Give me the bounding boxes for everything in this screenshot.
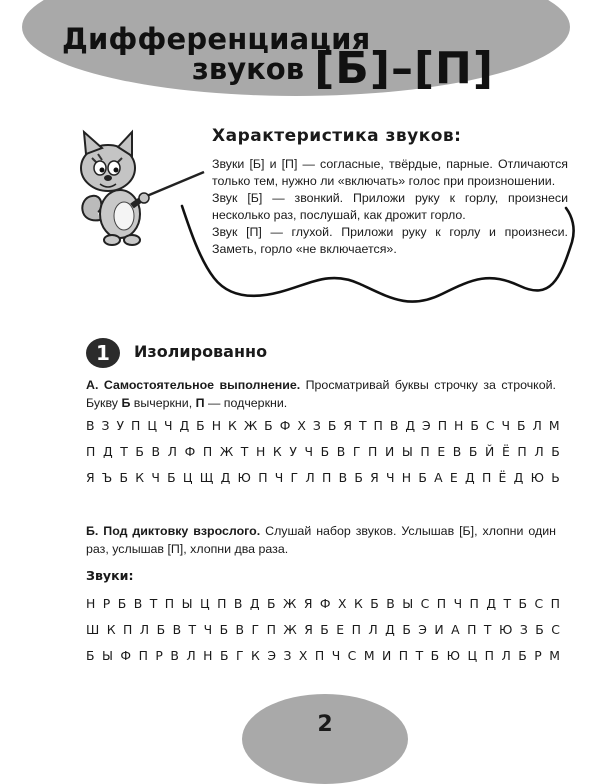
letter: Б bbox=[219, 622, 229, 637]
letter: С bbox=[420, 596, 430, 611]
letter: Б bbox=[156, 622, 166, 637]
letter: Б bbox=[119, 470, 128, 485]
letter: Н bbox=[454, 418, 464, 433]
letter: В bbox=[170, 648, 179, 663]
task-a-text-1: Просматривай буквы строчку за строчкой. Букву bbox=[86, 378, 557, 410]
letter: А bbox=[451, 622, 460, 637]
letter: Т bbox=[483, 622, 492, 637]
letter: П bbox=[373, 418, 383, 433]
letter: П bbox=[351, 622, 361, 637]
letter: Б bbox=[117, 596, 127, 611]
letter: Б bbox=[551, 444, 560, 459]
letter: Ф bbox=[319, 596, 331, 611]
letter: В bbox=[386, 596, 395, 611]
letter: Х bbox=[297, 418, 306, 433]
letter: Б bbox=[402, 622, 411, 637]
letter: Д bbox=[102, 444, 113, 459]
task-a-letter-row-2 bbox=[86, 444, 560, 459]
letter: П bbox=[368, 444, 378, 459]
letter: М bbox=[363, 648, 375, 663]
letter: Д bbox=[486, 596, 497, 611]
letter: П bbox=[398, 648, 409, 663]
letter: Ы bbox=[102, 648, 113, 663]
task-a-letter-row-1 bbox=[86, 418, 560, 433]
letter: Ц bbox=[182, 470, 193, 485]
page-number-badge bbox=[242, 694, 408, 784]
letter: Я bbox=[303, 596, 313, 611]
letter: Х bbox=[298, 648, 308, 663]
task-a-instructions bbox=[86, 376, 556, 412]
letter: Е bbox=[449, 470, 458, 485]
letter: Б bbox=[517, 418, 526, 433]
letter: У bbox=[116, 418, 125, 433]
letter: Г bbox=[235, 648, 244, 663]
cat-tail bbox=[82, 196, 101, 221]
letter: П bbox=[484, 648, 494, 663]
letter: Б bbox=[518, 648, 527, 663]
letter: П bbox=[517, 444, 527, 459]
letter: Е bbox=[336, 622, 345, 637]
letter: Ч bbox=[304, 444, 313, 459]
letter: П bbox=[437, 418, 448, 433]
letter: Б bbox=[219, 648, 229, 663]
letter: Л bbox=[534, 444, 544, 459]
letter: Щ bbox=[199, 470, 214, 485]
letter: Б bbox=[264, 418, 273, 433]
task-b-text: Слушай набор звуков. Услышав [Б], хлопни один раз, услышав [П], хлопни два раза. bbox=[86, 524, 556, 556]
letter: Ю bbox=[446, 648, 461, 663]
letter: Н bbox=[203, 648, 213, 663]
letter: К bbox=[354, 596, 363, 611]
task-b-letter-row-2 bbox=[86, 622, 560, 637]
task-a-lead: А. Самостоятельное выполнение. bbox=[86, 378, 301, 392]
letter: И bbox=[434, 622, 444, 637]
letter: Л bbox=[501, 648, 511, 663]
letter: Ц bbox=[147, 418, 157, 433]
letter: П bbox=[469, 596, 479, 611]
letter: П bbox=[217, 596, 227, 611]
letter: Д bbox=[179, 418, 190, 433]
letter: Ф bbox=[184, 444, 196, 459]
letter: Ю bbox=[498, 622, 513, 637]
letter: Б bbox=[430, 648, 440, 663]
letter: П bbox=[314, 648, 325, 663]
letter: Ч bbox=[151, 470, 160, 485]
letter: Д bbox=[220, 470, 231, 485]
letter: З bbox=[312, 418, 321, 433]
letter: Э bbox=[267, 648, 276, 663]
letter: Б bbox=[418, 470, 427, 485]
letter: Б bbox=[320, 622, 329, 637]
title-word-sounds: звуков bbox=[192, 52, 305, 86]
letter: К bbox=[228, 418, 237, 433]
letter: В bbox=[151, 444, 161, 459]
letter: Л bbox=[305, 470, 315, 485]
letter: Л bbox=[532, 418, 542, 433]
letter: И bbox=[384, 444, 395, 459]
letter: Д bbox=[249, 596, 260, 611]
letter: Г bbox=[352, 444, 361, 459]
letter: Й bbox=[485, 444, 495, 459]
letter: Ф bbox=[279, 418, 291, 433]
letter: П bbox=[202, 444, 213, 459]
letter: В bbox=[172, 622, 182, 637]
letter: Б bbox=[518, 596, 528, 611]
task-a-letter-p: П bbox=[195, 396, 205, 410]
task-a-letter-b: Б bbox=[121, 396, 131, 410]
letter: К bbox=[106, 622, 116, 637]
letter: С bbox=[551, 622, 560, 637]
letter: Ч bbox=[331, 648, 341, 663]
letter: Ы bbox=[181, 596, 193, 611]
letter: Т bbox=[240, 444, 249, 459]
letter: Ж bbox=[243, 418, 258, 433]
section-number-badge: 1 bbox=[86, 338, 120, 368]
letter: В bbox=[338, 470, 348, 485]
letter: Я bbox=[304, 622, 313, 637]
letter: М bbox=[548, 418, 560, 433]
letter: Ю bbox=[530, 470, 544, 485]
letter: М bbox=[549, 648, 560, 663]
letter: Б bbox=[267, 596, 276, 611]
letter: П bbox=[164, 596, 175, 611]
letter: Р bbox=[102, 596, 111, 611]
letter: Ы bbox=[401, 444, 413, 459]
letter: Ы bbox=[402, 596, 414, 611]
task-b-letter-row-3 bbox=[86, 648, 560, 663]
letter: Л bbox=[139, 622, 150, 637]
letter: Ц bbox=[199, 596, 210, 611]
section-title: Изолированно bbox=[134, 342, 268, 361]
letter: Ч bbox=[453, 596, 463, 611]
letter: Т bbox=[188, 622, 197, 637]
letter: З bbox=[101, 418, 110, 433]
letter: Л bbox=[167, 444, 177, 459]
letter: Х bbox=[338, 596, 347, 611]
task-b-letter-row-1 bbox=[86, 596, 560, 611]
title-line-1: Дифференциация bbox=[62, 22, 371, 56]
letter: Р bbox=[155, 648, 163, 663]
letter: Г bbox=[251, 622, 260, 637]
letter: С bbox=[347, 648, 357, 663]
letter: Ж bbox=[219, 444, 234, 459]
letter: Я bbox=[370, 470, 379, 485]
letter: Ё bbox=[501, 444, 510, 459]
letter: Ч bbox=[501, 418, 511, 433]
characteristics-text-3: Звук [П] — глухой. Приложи руку к горлу и произнеси. Заметь, горло «не включается». bbox=[212, 225, 568, 256]
letter: К bbox=[135, 470, 145, 485]
letter: И bbox=[382, 648, 392, 663]
letter: Т bbox=[415, 648, 424, 663]
letter: П bbox=[138, 648, 148, 663]
task-b-instructions bbox=[86, 522, 556, 558]
letter: Б bbox=[354, 470, 363, 485]
letter: В bbox=[336, 444, 346, 459]
letter: Я bbox=[86, 470, 95, 485]
letter: Н bbox=[211, 418, 222, 433]
letter: К bbox=[272, 444, 282, 459]
letter: Ж bbox=[283, 622, 297, 637]
letter: П bbox=[436, 596, 447, 611]
page-title bbox=[62, 22, 522, 94]
letter: П bbox=[131, 418, 141, 433]
letter: П bbox=[420, 444, 430, 459]
task-b-lead: Б. Под диктовку взрослого. bbox=[86, 524, 261, 538]
letter: Ч bbox=[386, 470, 395, 485]
letter: Г bbox=[290, 470, 299, 485]
letter: Ц bbox=[467, 648, 478, 663]
letter: В bbox=[452, 444, 462, 459]
characteristics-heading: Характеристика звуков: bbox=[212, 126, 462, 146]
task-a-text-3: — подчеркни. bbox=[204, 396, 288, 410]
letter: Т bbox=[149, 596, 158, 611]
letter: Ю bbox=[237, 470, 251, 485]
letter: Б bbox=[535, 622, 544, 637]
letter: Д bbox=[385, 622, 395, 637]
letter: З bbox=[283, 648, 292, 663]
letter: Ъ bbox=[101, 470, 113, 485]
sounds-label: Звуки: bbox=[86, 568, 134, 583]
letter: П bbox=[481, 470, 492, 485]
title-sounds: [Б]–[П] bbox=[314, 43, 494, 94]
letter: С bbox=[485, 418, 495, 433]
letter: Л bbox=[186, 648, 196, 663]
letter: П bbox=[258, 470, 268, 485]
letter: Б bbox=[196, 418, 205, 433]
letter: В bbox=[233, 596, 243, 611]
letter: С bbox=[534, 596, 544, 611]
letter: Б bbox=[468, 444, 478, 459]
letter: Ч bbox=[274, 470, 284, 485]
task-a-letter-row-3 bbox=[86, 470, 560, 485]
letter: А bbox=[434, 470, 443, 485]
letter: Ч bbox=[203, 622, 213, 637]
letter: Б bbox=[327, 418, 337, 433]
letter: П bbox=[86, 444, 96, 459]
letter: В bbox=[86, 418, 95, 433]
letter: Б bbox=[135, 444, 144, 459]
letter: У bbox=[289, 444, 297, 459]
letter: Ж bbox=[282, 596, 297, 611]
letter: Э bbox=[418, 622, 427, 637]
letter: Д bbox=[405, 418, 416, 433]
letter: Ч bbox=[163, 418, 173, 433]
letter: В bbox=[133, 596, 143, 611]
letter: Б bbox=[86, 648, 95, 663]
letter: Ш bbox=[86, 622, 100, 637]
letter: З bbox=[519, 622, 528, 637]
letter: К bbox=[251, 648, 260, 663]
letter: Л bbox=[368, 622, 378, 637]
letter: В bbox=[235, 622, 245, 637]
wavy-frame-decoration bbox=[180, 200, 580, 312]
letter: Т bbox=[503, 596, 512, 611]
letter: Р bbox=[534, 648, 542, 663]
letter: Т bbox=[358, 418, 367, 433]
letter: Е bbox=[437, 444, 446, 459]
letter: Б bbox=[370, 596, 379, 611]
letter: В bbox=[389, 418, 399, 433]
letter: П bbox=[321, 470, 332, 485]
task-a-text-2: вычеркни, bbox=[130, 396, 196, 410]
letter: Э bbox=[422, 418, 431, 433]
letter: Ь bbox=[551, 470, 560, 485]
page-number: 2 bbox=[317, 712, 333, 737]
title-line-2 bbox=[62, 43, 522, 94]
characteristics-text-2: Звук [Б] — звонкий. Приложи руку к горлу, произнеси несколько раз, послушай, как дрожит горло. bbox=[212, 191, 568, 222]
letter: Т bbox=[120, 444, 128, 459]
letter: Д bbox=[465, 470, 475, 485]
letter: Н bbox=[86, 596, 96, 611]
letter: П bbox=[467, 622, 477, 637]
letter: П bbox=[550, 596, 560, 611]
letter: Б bbox=[167, 470, 176, 485]
letter: Д bbox=[513, 470, 524, 485]
letter: П bbox=[266, 622, 276, 637]
letter: Н bbox=[255, 444, 266, 459]
pointer-stick bbox=[142, 172, 204, 198]
letter: Б bbox=[470, 418, 479, 433]
letter: Н bbox=[401, 470, 412, 485]
letter: Б bbox=[320, 444, 330, 459]
letter: Ф bbox=[120, 648, 132, 663]
letter: П bbox=[122, 622, 133, 637]
letter: Я bbox=[343, 418, 352, 433]
characteristics-text-1: Звуки [Б] и [П] — согласные, твёрдые, парные. Отличаются только тем, нужно ли «включать» голос при произношении. bbox=[212, 157, 568, 188]
letter: Ё bbox=[498, 470, 507, 485]
